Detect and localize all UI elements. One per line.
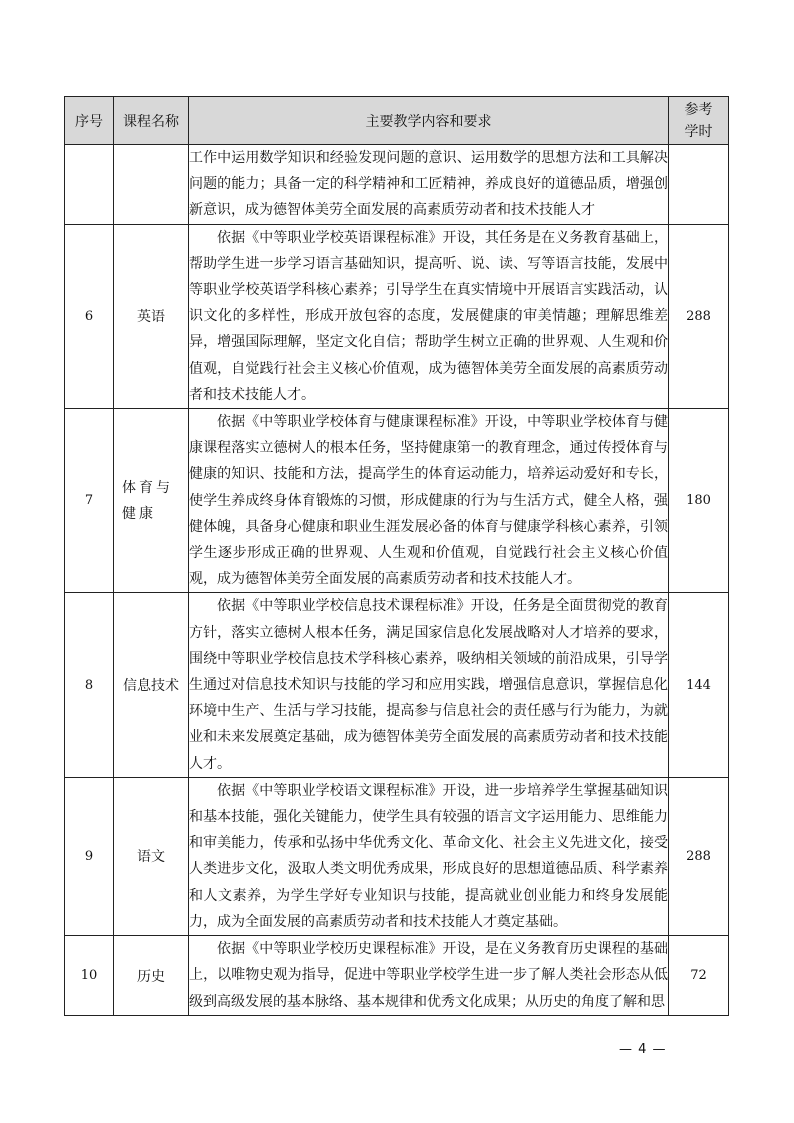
row-content-text: 工作中运用数学知识和经验发现问题的意识、运用数学的思想方法和工具解决问题的能力；具备一定的科学精神和工匠精神，养成良好的道德品质，增强创新意识，成为德智体美劳全面发展的高素质劳动者和技术技能人才 xyxy=(189,150,668,219)
table-row xyxy=(65,145,729,225)
header-hours-line2: 学时 xyxy=(684,123,713,140)
header-hours xyxy=(669,97,729,145)
row-hours: 180 xyxy=(669,409,729,593)
table-row xyxy=(65,593,729,777)
row-index: 6 xyxy=(65,224,114,408)
row-content-text: 依据《中等职业学校信息技术课程标准》开设，任务是全面贯彻党的教育方针，落实立德树人根本任务，满足国家信息化发展战略对人才培养的要求，围绕中等职业学校信息技术学科核心素养，吸纳相关领域的前沿成果，引导学生通过对信息技术知识与技能的学习和应用实践，增强信息意识，掌握信息化环境中生产、生活与学习技能，提高参与信息社会的责任感与行为能力，为就业和未来发展奠定基础，成为德智体美劳全面发展的高素质劳动者和技术技能人才。 xyxy=(189,598,668,772)
table-row xyxy=(65,777,729,935)
row-content xyxy=(189,145,669,225)
row-course-name: 语文 xyxy=(114,777,189,935)
header-hours-line1: 参考 xyxy=(684,101,713,118)
row-hours: 144 xyxy=(669,593,729,777)
row-course-name: 英语 xyxy=(114,224,189,408)
row-index xyxy=(65,145,114,225)
row-index: 8 xyxy=(65,593,114,777)
page-number: — 4 — xyxy=(619,1042,667,1057)
row-hours xyxy=(669,145,729,225)
table-row xyxy=(65,936,729,1016)
row-content-text: 依据《中等职业学校历史课程标准》开设，是在义务教育历史课程的基础上，以唯物史观为指导，促进中等职业学校学生进一步了解人类社会形态从低级到高级发展的基本脉络、基本规律和优秀文化成果；从历史的角度了解和思 xyxy=(189,941,668,1010)
row-hours: 288 xyxy=(669,224,729,408)
row-hours: 288 xyxy=(669,777,729,935)
table-header-row xyxy=(65,97,729,145)
row-content xyxy=(189,409,669,593)
row-hours: 72 xyxy=(669,936,729,1016)
row-content xyxy=(189,936,669,1016)
row-index: 7 xyxy=(65,409,114,593)
row-content xyxy=(189,593,669,777)
row-content-text: 依据《中等职业学校语文课程标准》开设，进一步培养学生掌握基础知识和基本技能，强化关键能力，使学生具有较强的语言文字运用能力、思维能力和审美能力，传承和弘扬中华优秀文化、革命文化、社会主义先进文化，接受人类进步文化，汲取人类文明优秀成果，形成良好的思想道德品质、科学素养和人文素养，为学生学好专业知识与技能，提高就业创业能力和终身发展能力，成为全面发展的高素质劳动者和技术技能人才奠定基础。 xyxy=(189,782,668,930)
header-index: 序号 xyxy=(65,97,114,145)
row-content-text: 依据《中等职业学校体育与健康课程标准》开设，中等职业学校体育与健康课程落实立德树人的根本任务，坚持健康第一的教育理念，通过传授体育与健康的知识、技能和方法，提高学生的体育运动能力，培养运动爱好和专长，使学生养成终身体育锻炼的习惯，形成健康的行为与生活方式，健全人格，强健体魄，具备身心健康和职业生涯发展必备的体育与健康学科核心素养，引领学生逐步形成正确的世界观、人生观和价值观，自觉践行社会主义核心价值观，成为德智体美劳全面发展的高素质劳动者和技术技能人才。 xyxy=(189,414,668,588)
row-content xyxy=(189,224,669,408)
row-course-name xyxy=(114,145,189,225)
table-row xyxy=(65,409,729,593)
row-index: 10 xyxy=(65,936,114,1016)
row-content xyxy=(189,777,669,935)
row-course-name: 信息技术 xyxy=(114,593,189,777)
row-index: 9 xyxy=(65,777,114,935)
row-course-name: 体育与健康 xyxy=(114,409,189,593)
row-course-name: 历史 xyxy=(114,936,189,1016)
row-content-text: 依据《中等职业学校英语课程标准》开设，其任务是在义务教育基础上，帮助学生进一步学习语言基础知识，提高听、说、读、写等语言技能，发展中等职业学校英语学科核心素养；引导学生在真实情境中开展语言实践活动，认识文化的多样性，形成开放包容的态度，发展健康的审美情趣；理解思维差异，增强国际理解，坚定文化自信；帮助学生树立正确的世界观、人生观和价值观，自觉践行社会主义核心价值观，成为德智体美劳全面发展的高素质劳动者和技术技能人才。 xyxy=(189,229,668,403)
header-content: 主要教学内容和要求 xyxy=(189,97,669,145)
table-row xyxy=(65,224,729,408)
header-course-name: 课程名称 xyxy=(114,97,189,145)
course-table xyxy=(64,96,729,1016)
